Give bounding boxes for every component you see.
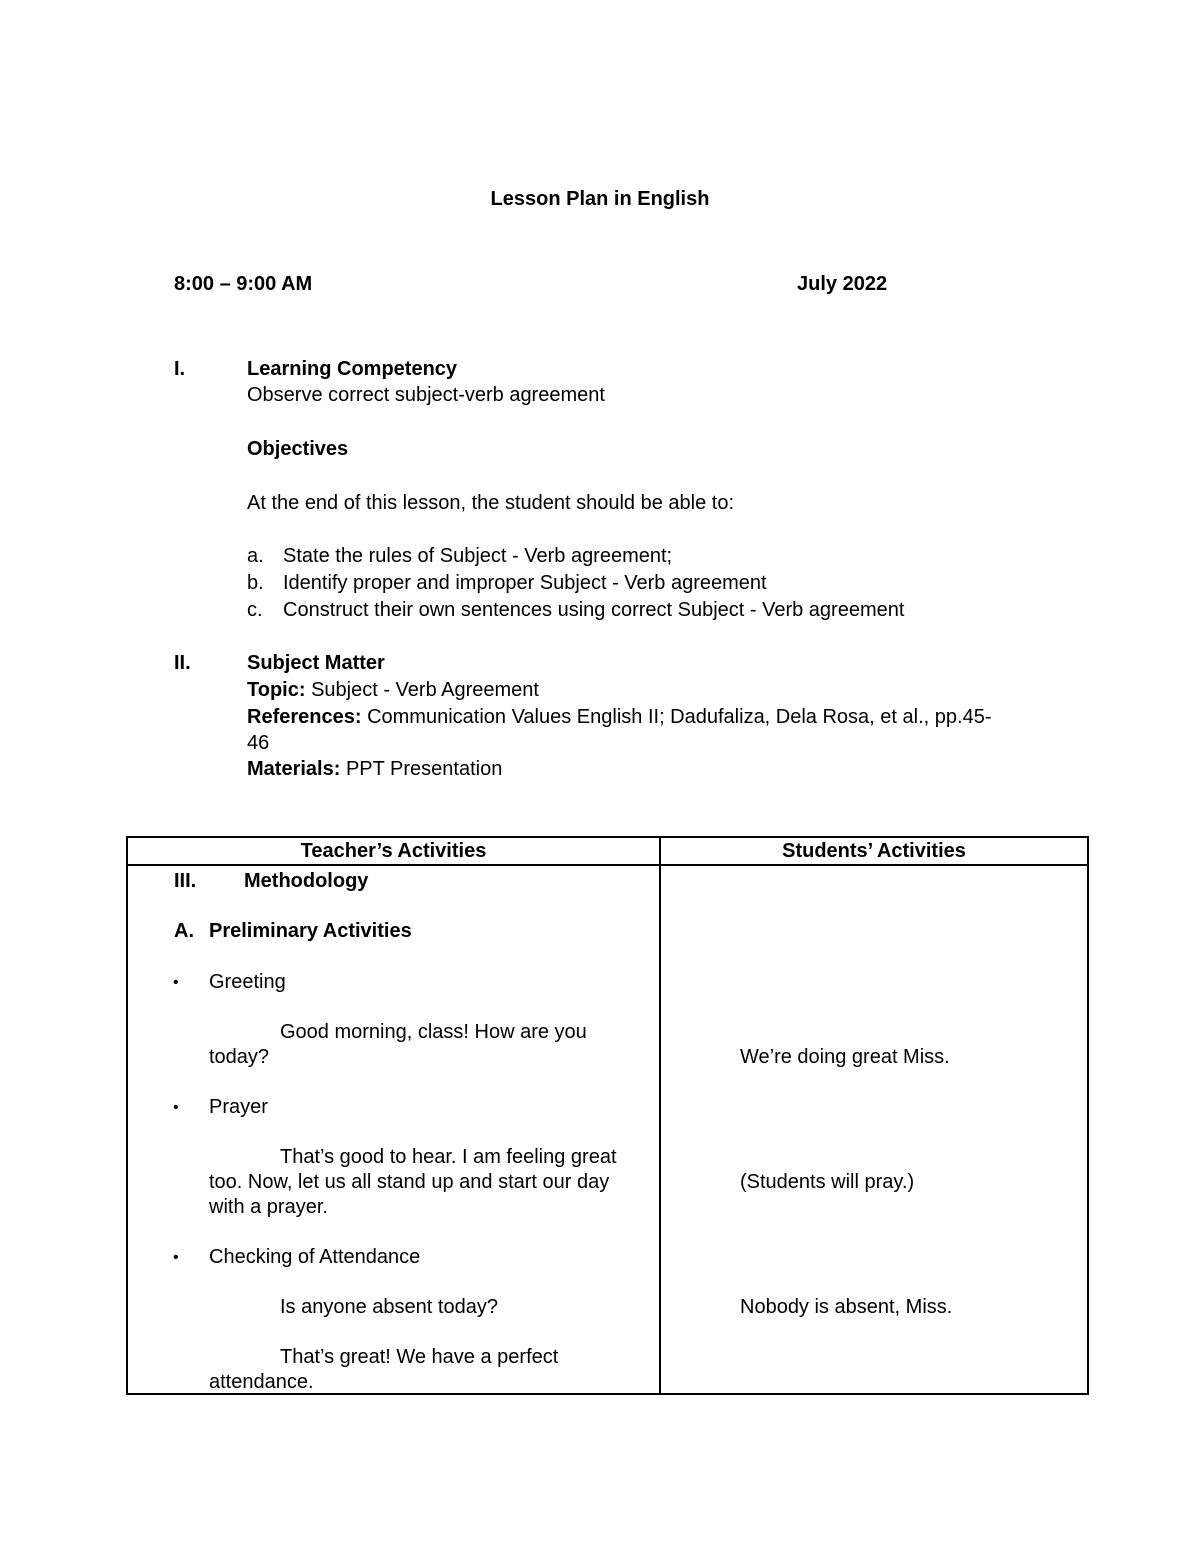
activities-table [126,836,1089,1395]
attendance-line-2: attendance. [209,1371,314,1393]
greeting-line-2: today? [209,1046,270,1068]
lesson-date: July 2022 [797,273,888,295]
objective-a-text: State the rules of Subject - Verb agreement; [283,545,673,567]
topic-line [247,677,539,703]
section-2-numeral: II. [174,652,191,674]
references-line [247,704,991,730]
references-label: References: [247,706,362,728]
preliminary-letter: A. [174,920,194,942]
objectives-heading: Objectives [247,438,349,460]
prayer-bullet: • [173,1099,179,1116]
materials-label: Materials: [247,758,341,780]
teacher-activities-cell [127,865,660,1394]
teacher-activities-header: Teacher’s Activities [127,837,660,865]
topic-label: Topic: [247,679,306,701]
methodology-heading: Methodology [244,870,369,892]
topic-value: Subject - Verb Agreement [311,679,539,701]
objectives-intro: At the end of this lesson, the student should be able to: [247,492,735,514]
students-activities-header: Students’ Activities [660,837,1088,865]
objective-c-letter: c. [247,599,263,621]
prayer-line-1: That’s good to hear. I am feeling great [280,1146,617,1168]
preliminary-heading: Preliminary Activities [209,920,412,942]
section-1-heading: Learning Competency [247,358,458,380]
lesson-time: 8:00 – 9:00 AM [174,273,313,295]
greeting-label: Greeting [209,971,286,993]
learning-competency-text: Observe correct subject-verb agreement [247,384,605,406]
references-continued: 46 [247,732,270,754]
objective-b-letter: b. [247,572,264,594]
prayer-line-3: with a prayer. [209,1196,328,1218]
section-1-numeral: I. [174,358,186,380]
objective-c-text: Construct their own sentences using correct Subject - Verb agreement [283,599,905,621]
materials-line [247,756,502,782]
section-2-heading: Subject Matter [247,652,385,674]
page-title: Lesson Plan in English [490,188,710,210]
attendance-response: Nobody is absent, Miss. [740,1296,953,1318]
prayer-line-2: too. Now, let us all stand up and start our day [209,1171,610,1193]
greeting-line-1: Good morning, class! How are you [280,1021,587,1043]
prayer-response: (Students will pray.) [740,1171,915,1193]
students-activities-cell [660,865,1088,1394]
attendance-bullet: • [173,1249,179,1266]
references-value: Communication Values English II; Dadufaliza, Dela Rosa, et al., pp.45- [367,706,992,728]
attendance-label: Checking of Attendance [209,1246,421,1268]
greeting-bullet: • [173,974,179,991]
attendance-question: Is anyone absent today? [280,1296,498,1318]
greeting-response: We’re doing great Miss. [740,1046,950,1068]
table-header-row [127,837,1088,865]
methodology-numeral: III. [174,870,197,892]
prayer-label: Prayer [209,1096,268,1118]
attendance-line-1: That’s great! We have a perfect [280,1346,559,1368]
objective-a-letter: a. [247,545,264,567]
materials-value: PPT Presentation [345,758,503,780]
objective-b-text: Identify proper and improper Subject - Verb agreement [283,572,767,594]
table-body-row [127,865,1088,1394]
